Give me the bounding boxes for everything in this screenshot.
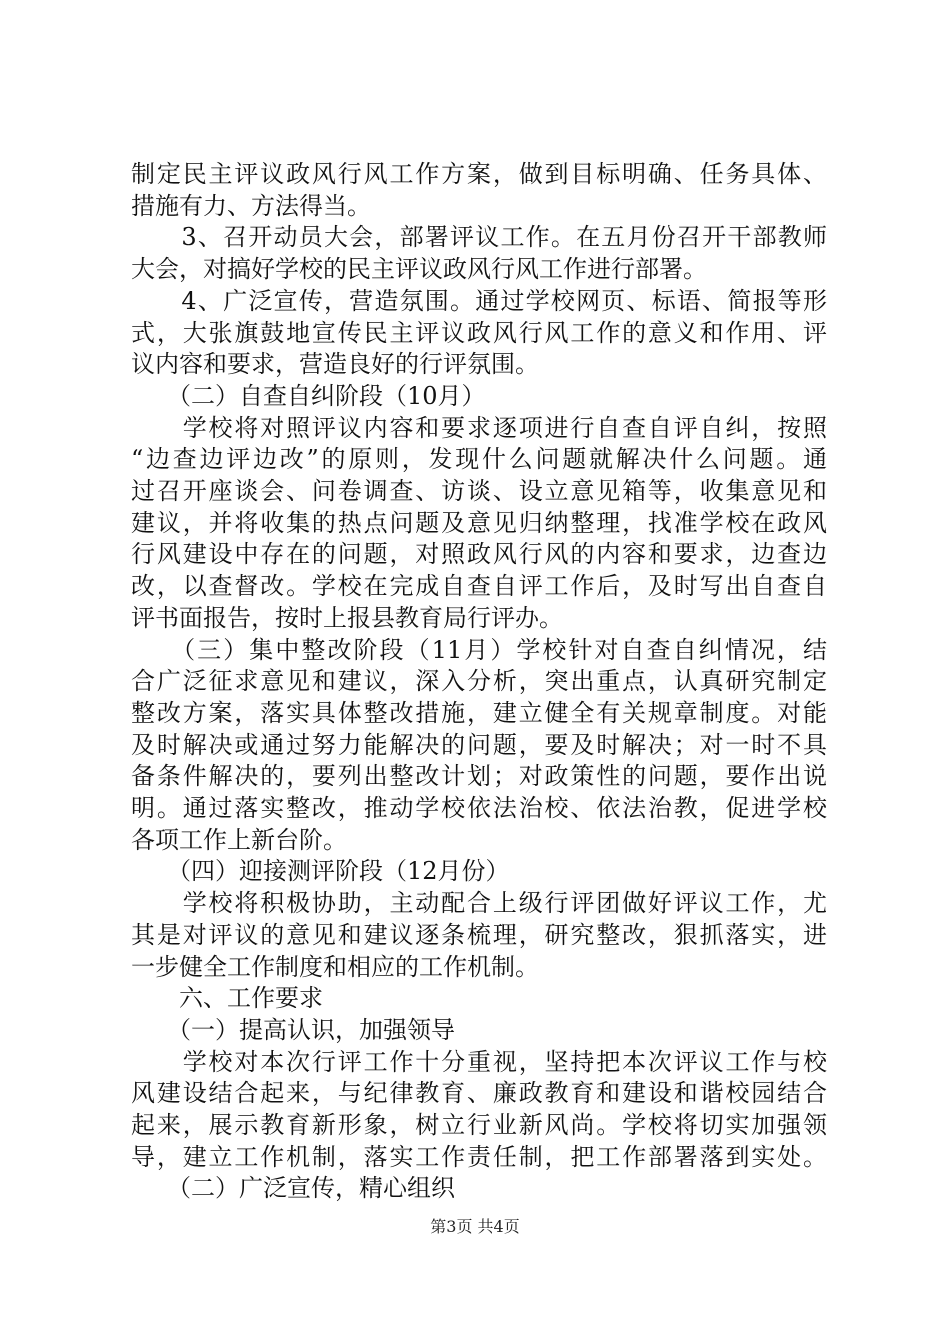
- text-line: 制定民主评议政风行风工作方案，做到目标明确、任务具体、: [131, 160, 827, 188]
- text-line: 建议，并将收集的热点问题及意见归纳整理，找准学校在政风: [131, 508, 827, 537]
- text-line: 学校对本次行评工作十分重视，坚持把本次评议工作与校: [131, 1047, 827, 1076]
- text-line: 大会，对搞好学校的民主评议政风行风工作进行部署。: [131, 255, 707, 284]
- text-line: 措施有力、方法得当。: [131, 191, 371, 220]
- text-line: 过召开座谈会、问卷调查、访谈、设立意见箱等，收集意见和: [131, 477, 827, 505]
- text-line: 改，以查督改。学校在完成自查自评工作后，及时写出自查自: [131, 572, 827, 601]
- text-line: 明。通过落实整改，推动学校依法治校、依法治教，促进学校: [131, 794, 827, 822]
- text-line: 各项工作上新台阶。: [131, 825, 347, 854]
- text-line: 4、广泛宣传，营造氛围。通过学校网页、标语、简报等形: [131, 286, 827, 315]
- text-line: 起来，展示教育新形象，树立行业新风尚。学校将切实加强领: [131, 1111, 827, 1139]
- text-line: （一）提高认识，加强领导: [131, 1015, 455, 1044]
- text-line: 式，大张旗鼓地宣传民主评议政风行风工作的意义和作用、评: [131, 318, 827, 347]
- text-line: 整改方案，落实具体整改措施，建立健全有关规章制度。对能: [131, 698, 827, 727]
- text-line: 一步健全工作制度和相应的工作机制。: [131, 952, 539, 981]
- text-line: 3、召开动员大会，部署评议工作。在五月份召开干部教师: [131, 223, 827, 252]
- text-line: 学校将对照评议内容和要求逐项进行自查自评自纠，按照: [131, 413, 827, 442]
- text-line: （二）自查自纠阶段（10月）: [131, 381, 486, 410]
- text-line: 及时解决或通过努力能解决的问题，要及时解决；对一时不具: [131, 730, 827, 759]
- text-line: （四）迎接测评阶段（12月份）: [131, 857, 510, 886]
- text-line: 风建设结合起来，与纪律教育、廉政教育和建设和谐校园结合: [131, 1079, 827, 1108]
- text-line: 导，建立工作机制，落实工作责任制，把工作部署落到实处。: [131, 1142, 827, 1171]
- text-line: 行风建设中存在的问题，对照政风行风的内容和要求，边查边: [131, 540, 827, 569]
- text-line: 合广泛征求意见和建议，深入分析，突出重点，认真研究制定: [131, 667, 827, 696]
- text-line: 学校将积极协助，主动配合上级行评团做好评议工作，尤: [131, 889, 827, 918]
- text-line: 评书面报告，按时上报县教育局行评办。: [131, 603, 563, 632]
- page-footer: 第3页 共4页: [430, 1217, 520, 1236]
- text-line: （二）广泛宣传，精心组织: [131, 1174, 455, 1203]
- text-line: “边查边评边改”的原则，发现什么问题就解决什么问题。通: [131, 445, 827, 474]
- text-line: 备条件解决的，要列出整改计划；对政策性的问题，要作出说: [131, 762, 827, 791]
- text-line: 六、工作要求: [131, 984, 323, 1013]
- text-line: （三）集中整改阶段（11月）学校针对自查自纠情况，结: [131, 635, 827, 664]
- text-line: 其是对评议的意见和建议逐条梳理，研究整改，狠抓落实，进: [131, 920, 827, 949]
- text-line: 议内容和要求，营造良好的行评氛围。: [131, 350, 539, 379]
